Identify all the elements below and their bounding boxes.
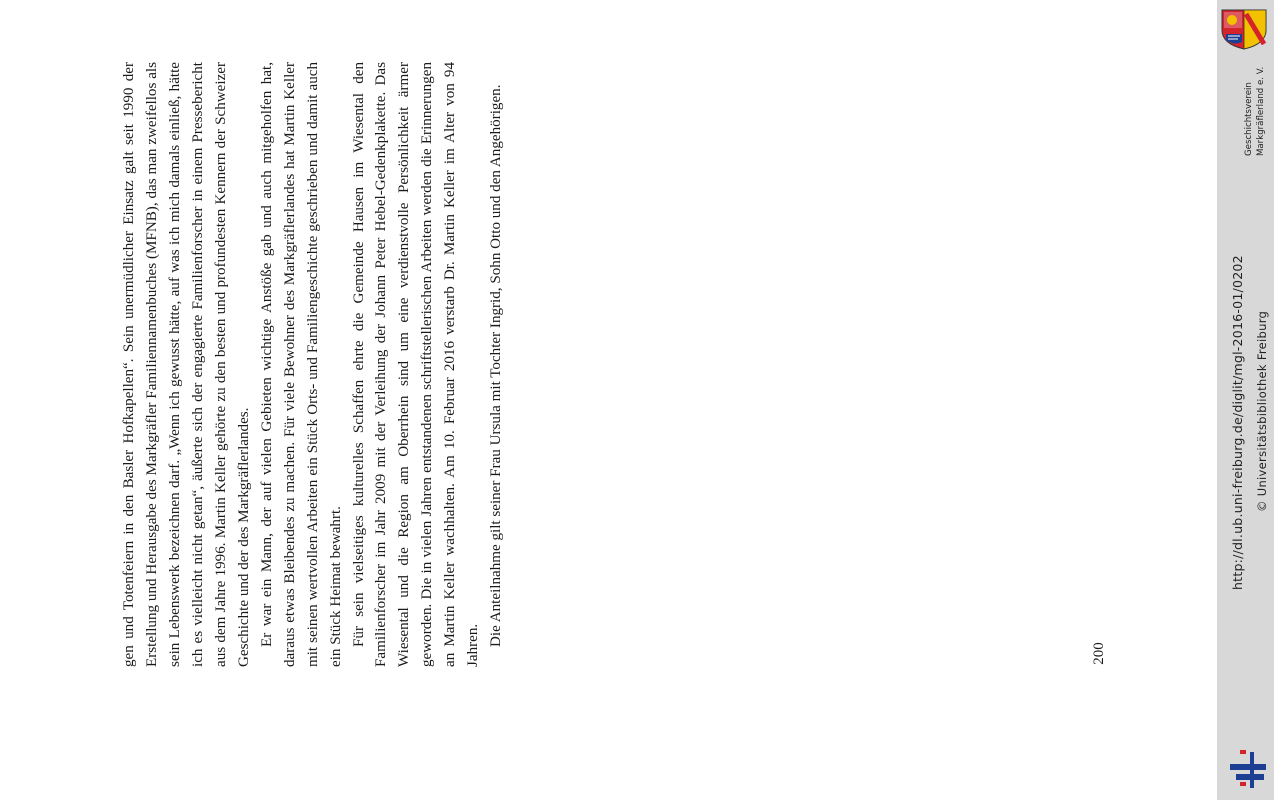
- society-name-line1: Geschichtsverein: [1244, 82, 1254, 156]
- article-body: [118, 62, 530, 667]
- paragraph: Er war ein Mann, der auf vielen Gebieten wichtige Anstöße gab und auch mitgeholfen hat, daraus etwas Bleibendes zu machen. Für viele Bewohner des Markgräflerlandes hat Martin Keller mit seinen wertvollen Arbeiten ein Stück Orts- und Familiengeschichte geschrieben und damit auch ein Stück Heimat bewahrt.: [258, 62, 344, 667]
- paragraph: Die Anteilnahme gilt seiner Frau Ursula mit Tochter Ingrid, Sohn Otto und den Angehörigen.: [488, 84, 505, 647]
- paragraph: gen und Totenfeiern in den Basler Hofkapellen“. Sein unermüdlicher Einsatz galt seit 1990 der Erstellung und Herausgabe des Markgräfler Familiennamenbuches (MFNB), das man zweifellos als sein Lebenswerk bezeichnen darf. „Wenn ich gewusst hätte, auf was ich mich damals einließ, hätte ich es vielleicht nicht getan“, äußerte sich der engagierte Familienforscher in einem Pressebericht aus dem Jahre 1996. Martin Keller gehörte zu den besten und profundesten Kennern der Schweizer Geschichte und der des Markgräflerlandes.: [121, 62, 252, 667]
- copyright-notice: © Universitätsbibliothek Freiburg: [1255, 310, 1269, 512]
- ub-freiburg-logo-icon: [1226, 746, 1270, 790]
- paragraph: Für sein vielseitiges kulturelles Schaffen ehrte die Gemeinde Hausen im Wiesental den Familienforscher im Jahr 2009 mit der Verleihung der Johann Peter Hebel-Gedenkplakette. Das Wiesental und die Region am Oberrhein sind um eine verdienstvolle Persönlichkeit ärmer geworden. Die in vielen Jahren entstandenen schriftstellerischen Arbeiten werden die Erinnerungen an Martin Keller wachhalten. Am 10. Februar 2016 verstarb Dr. Martin Keller im Alter von 94 Jahren.: [350, 62, 482, 667]
- coat-of-arms-icon: [1220, 8, 1268, 50]
- permalink-url[interactable]: http://dl.ub.uni-freiburg.de/diglit/mgl-2016-01/0202: [1230, 255, 1245, 590]
- page-number: 200: [1090, 641, 1107, 665]
- society-name-line2: Markgräflerland e. V.: [1256, 66, 1266, 156]
